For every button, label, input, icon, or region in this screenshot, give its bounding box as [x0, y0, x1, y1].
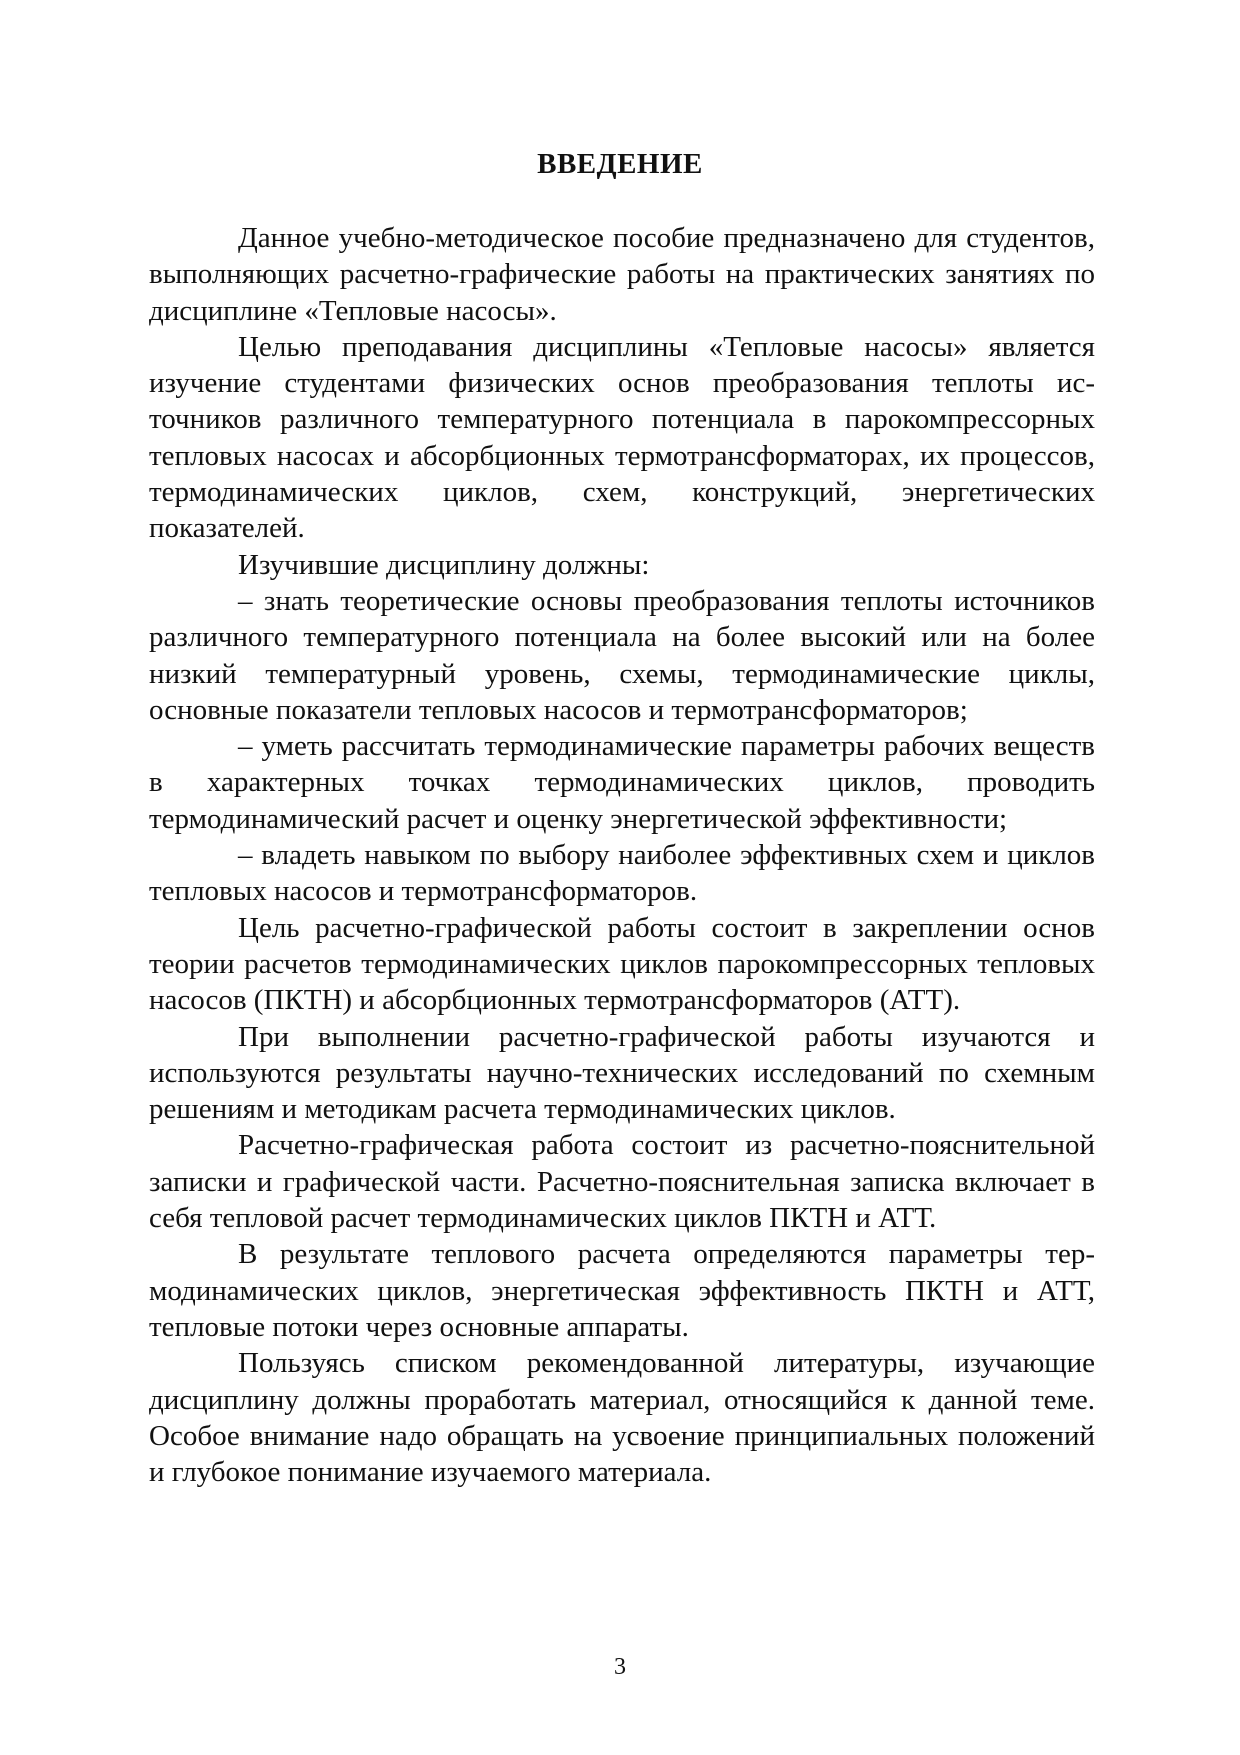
paragraph-goal: Целью преподавания дисциплины «Тепловые насосы» является изучение студентами физических основ преобразования теплоты источников различного температурного потенциала в парокомпрессорных тепловых насосах и абсорбционных термотрансформаторах, их процессов, термодинамических циклов, схем, конструкций, энергетических показателей.	[149, 330, 1095, 545]
paragraph-master: – владеть навыком по выбору наиболее эффективных схем и циклов тепловых насосов и термотрансформаторов.	[149, 839, 1095, 908]
paragraph-work-execution: При выполнении расчетно-графической работы изучаются и используются результаты научно-технических исследований по схемным решениям и методикам расчета термодинамических циклов.	[149, 1020, 1095, 1126]
body-text	[149, 220, 1095, 1490]
paragraph-requirements-intro: Изучившие дисциплину должны:	[238, 548, 650, 581]
paragraph-purpose: Данное учебно-методическое пособие предназначено для студентов, выполняющих расчетно-графические работы на практических занятиях по дисциплине «Тепловые насосы».	[149, 222, 1095, 327]
page-number: 3	[614, 1654, 626, 1680]
page-title: ВВЕДЕНИЕ	[537, 148, 703, 180]
paragraph-work-aim: Цель расчетно-графической работы состоит в закреплении основ теории расчетов термодинамических циклов парокомпрессорных тепловых насосов (ПКТН) и абсорбционных термотрансформаторов (АТТ).	[149, 911, 1095, 1017]
paragraph-know: – знать теоретические основы преобразования теплоты источников различного температурного потенциала на более высокий или на более низкий температурный уровень, схемы, термодинамические циклы, основные показатели тепловых насосов и термотрансформаторов;	[149, 584, 1095, 726]
paragraph-work-structure: Расчетно-графическая работа состоит из расчетно-пояснительной записки и графической части. Расчетно-пояснительная записка включает в себя тепловой расчет термодинамических циклов ПКТН и АТТ.	[149, 1129, 1095, 1235]
paragraph-literature: Пользуясь списком рекомендованной литературы, изучающие дисциплину должны проработать материал, относящийся к данной теме. Особое внимание надо обращать на усвоение принципиальных положений и глубокое понимание изучаемого материала.	[149, 1347, 1095, 1489]
paragraph-thermal-calculation: В результате теплового расчета определяются параметры термодинамических циклов, энергетическая эффективность ПКТН и АТТ, тепловые потоки через основные аппараты.	[149, 1238, 1095, 1343]
paragraph-be-able: – уметь рассчитать термодинамические параметры рабочих веществ в характерных точках термодинамических циклов, проводить термодинамический расчет и оценку энергетической эффективности;	[149, 730, 1095, 835]
